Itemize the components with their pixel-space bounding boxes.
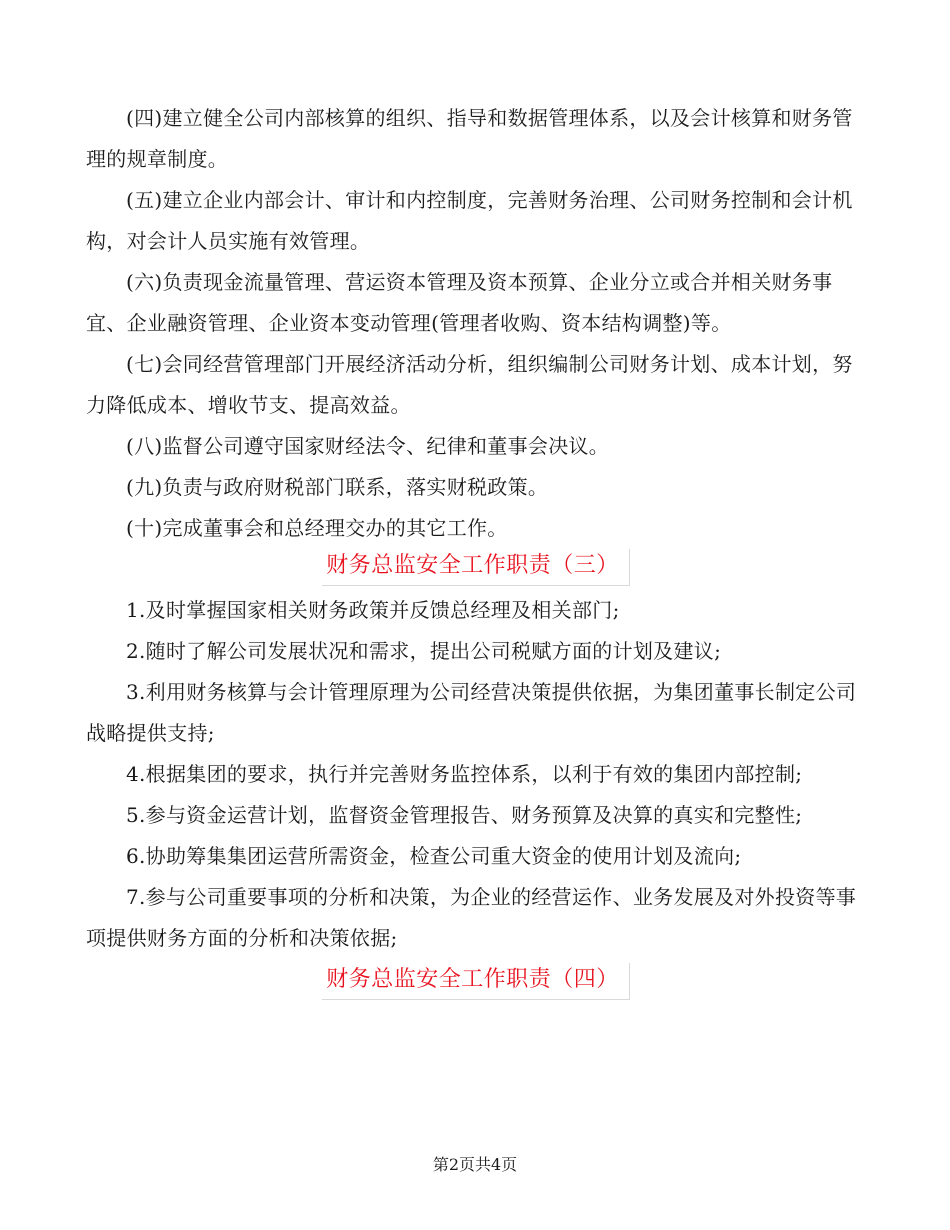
list-item: 2.随时了解公司发展状况和需求，提出公司税赋方面的计划及建议; bbox=[126, 639, 722, 663]
list-item: 4.根据集团的要求，执行并完善财务监控体系，以利于有效的集团内部控制; bbox=[126, 762, 803, 786]
list-item: (五)建立企业内部会计、审计和内控制度，完善财务治理、公司财务控制和会计机构，对会计人员实施有效管理。 bbox=[86, 188, 853, 253]
section-heading-three: 财务总监安全工作职责（三） bbox=[322, 549, 630, 586]
list-item: (十)完成董事会和总经理交办的其它工作。 bbox=[126, 516, 508, 540]
document-body bbox=[86, 98, 866, 1004]
list-item: (九)负责与政府财税部门联系，落实财税政策。 bbox=[126, 475, 549, 499]
list-item: 1.及时掌握国家相关财务政策并反馈总经理及相关部门; bbox=[126, 598, 620, 622]
list-item: 3.利用财务核算与会计管理原理为公司经营决策提供依据，为集团董事长制定公司战略提供支持; bbox=[86, 680, 857, 745]
section-heading-four-wrap bbox=[86, 963, 866, 1004]
list-item: (七)会同经营管理部门开展经济活动分析，组织编制公司财务计划、成本计划，努力降低成本、增收节支、提高效益。 bbox=[86, 352, 853, 417]
list-item: 7.参与公司重要事项的分析和决策，为企业的经营运作、业务发展及对外投资等事项提供财务方面的分析和决策依据; bbox=[86, 885, 857, 950]
list-item: (四)建立健全公司内部核算的组织、指导和数据管理体系，以及会计核算和财务管理的规章制度。 bbox=[86, 106, 853, 171]
page-number-footer: 第2页共4页 bbox=[432, 1155, 518, 1174]
list-item: (六)负责现金流量管理、营运资本管理及资本预算、企业分立或合并相关财务事宜、企业融资管理、企业资本变动管理(管理者收购、资本结构调整)等。 bbox=[86, 270, 833, 335]
list-item: (八)监督公司遵守国家财经法令、纪律和董事会决议。 bbox=[126, 434, 610, 458]
list-item: 6.协助筹集集团运营所需资金，检查公司重大资金的使用计划及流向; bbox=[126, 844, 742, 868]
list-item: 5.参与资金运营计划，监督资金管理报告、财务预算及决算的真实和完整性; bbox=[126, 803, 803, 827]
section-heading-three-wrap bbox=[86, 549, 866, 590]
section-heading-four: 财务总监安全工作职责（四） bbox=[322, 963, 630, 1000]
